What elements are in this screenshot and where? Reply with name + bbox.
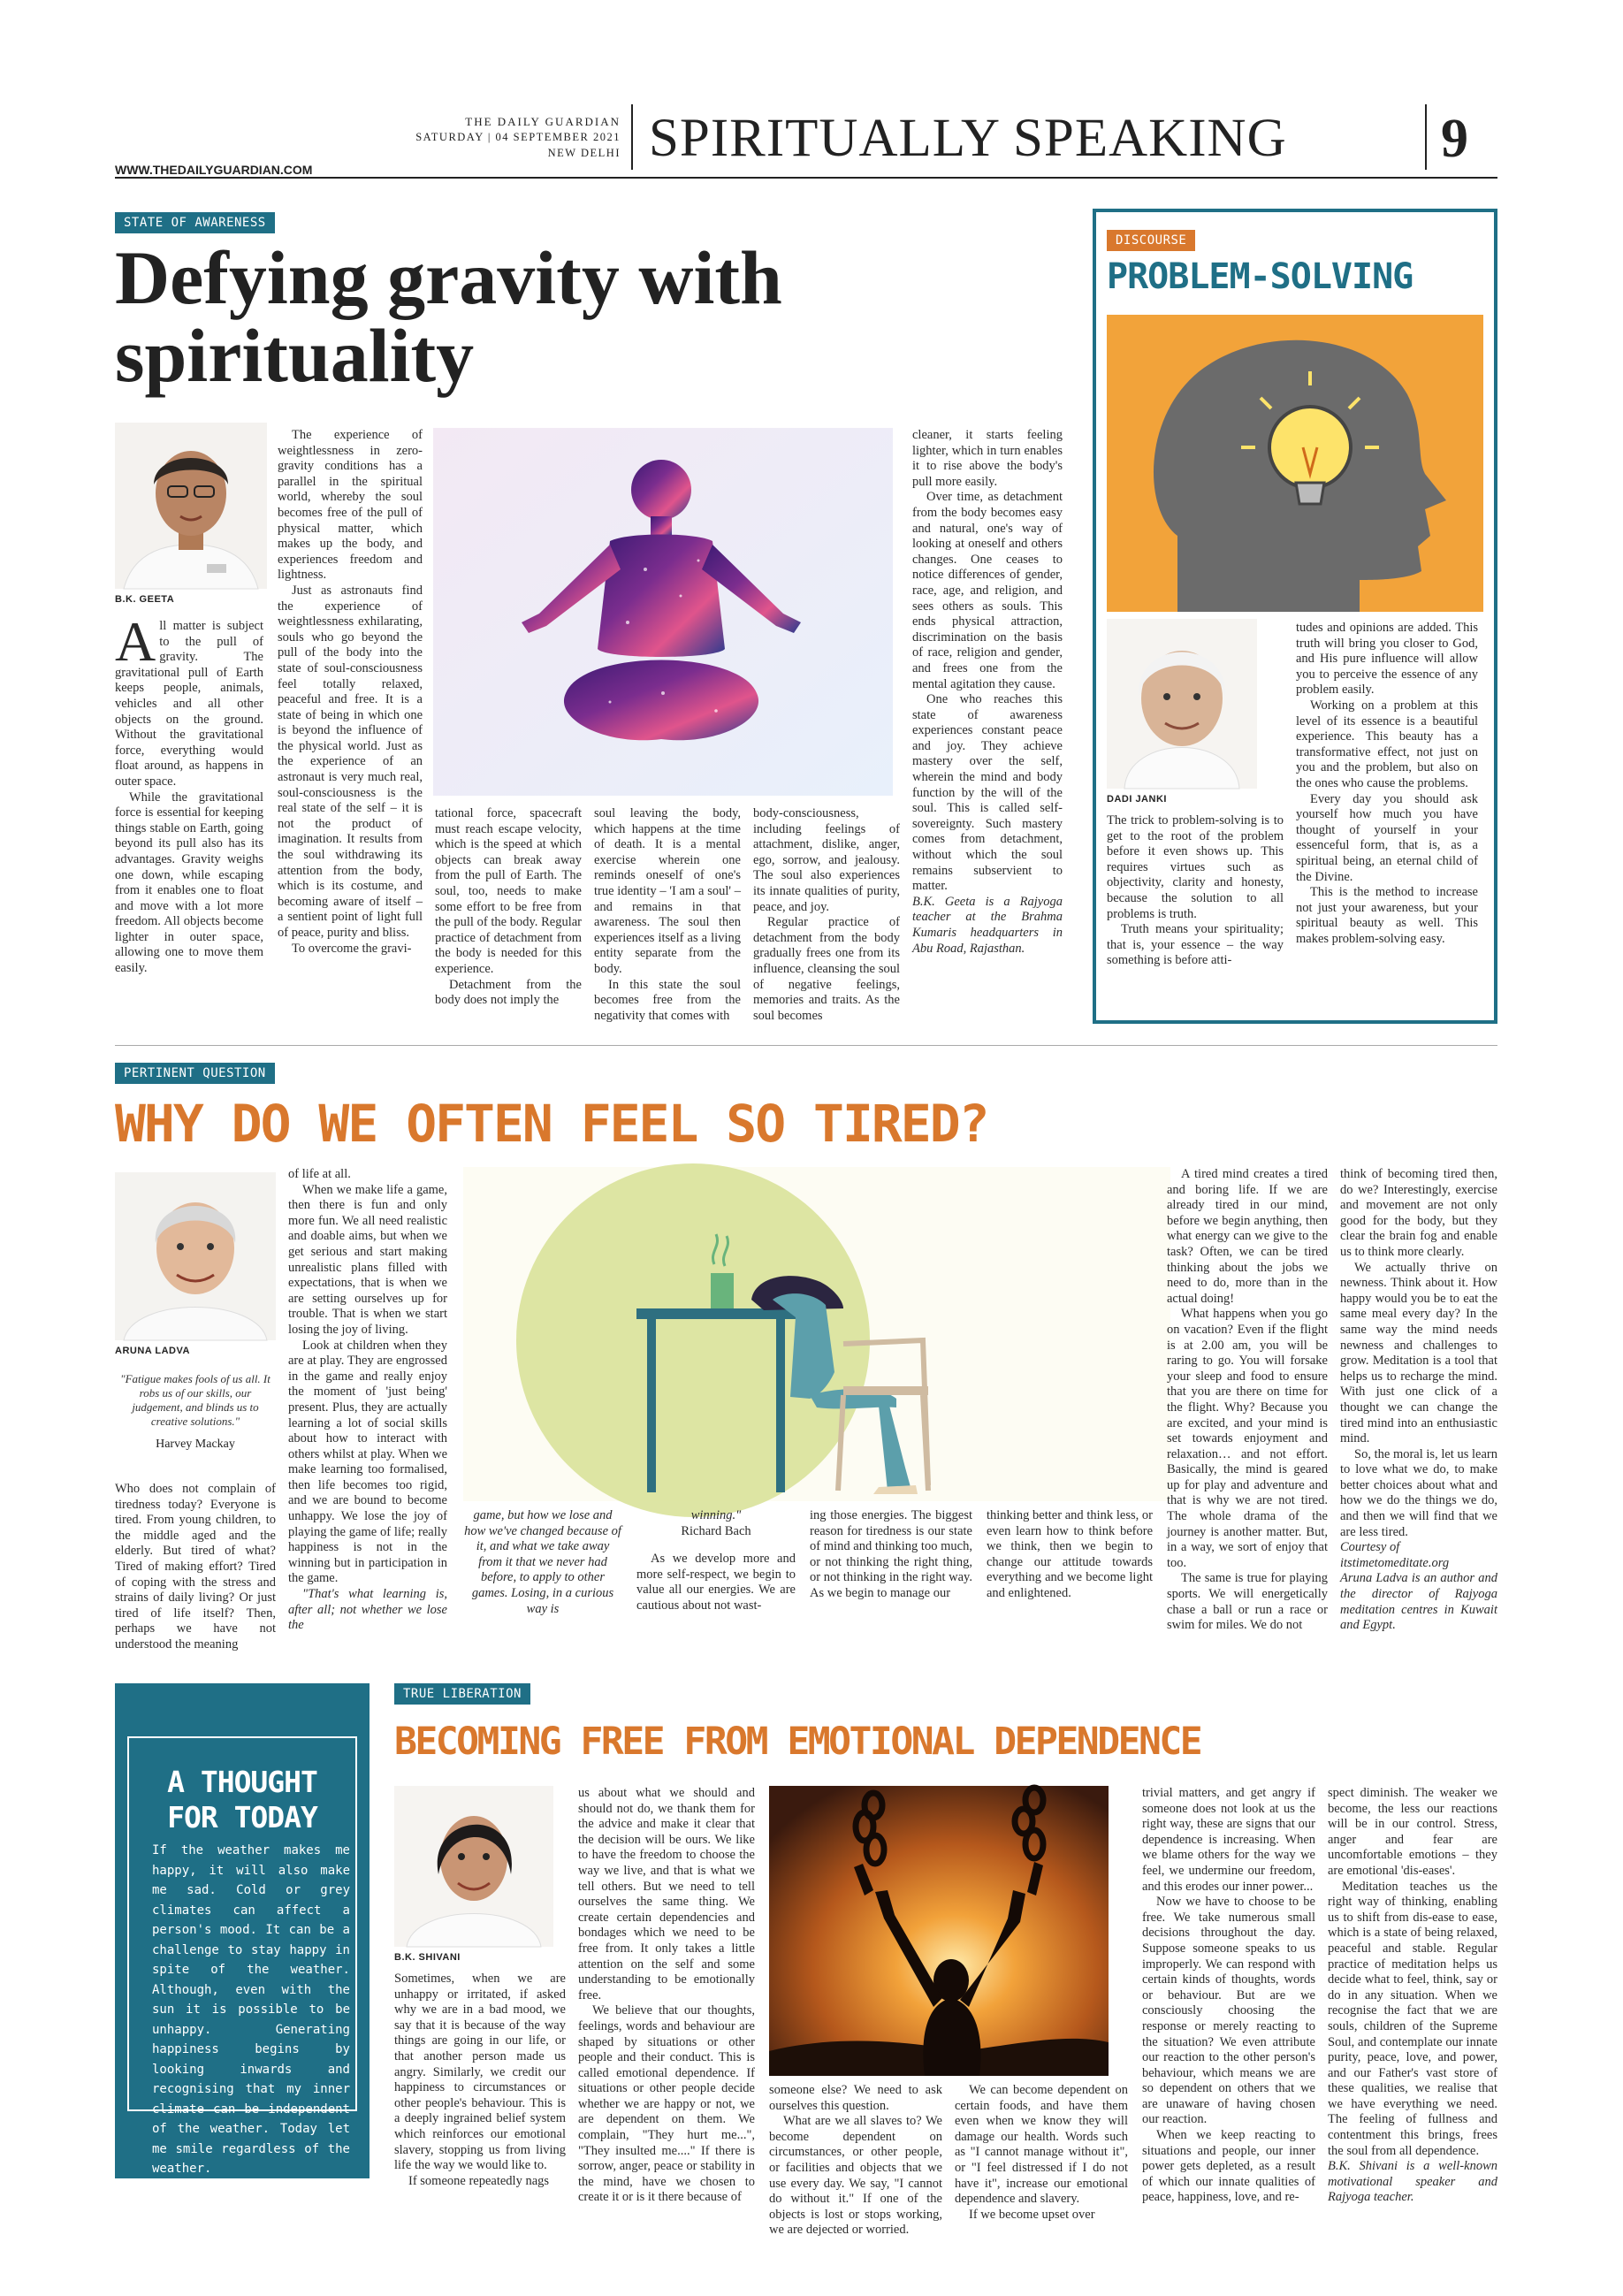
page-number-divider bbox=[1425, 104, 1427, 170]
article3-col6: spect diminish. The weaker we become, the less our reactions will be in our control. Stress, anger and fear are uncomfortable emotions – they are emotional 'dis-eases'. Meditation teaches us the right way of thinking, enabling us to shift from dis-ease to ease, which is a state of being relaxed, peaceful and stable. Regular practice of meditation helps us decide what to feel, think, say or do in any situation. When we recognise the fact that we are souls, children of the Supreme Soul, and contemplate our innate purity, peace, love, and power, and our Father's vast store of these qualities, we realise that we have everything we need. The feeling of fullness and contentment this brings, frees the soul from all dependence. B.K. Shivani is a well-known motivational speaker and Rajyoga teacher. bbox=[1328, 1786, 1497, 2205]
article2-poem-col1: game, but how we lose and how we've changed because of it, and what we take away from it that we never had before, to apply to other games. Losing, in a curious way is bbox=[464, 1508, 621, 1616]
article3-col5: trivial matters, and get angry if someone does not look at us the right way, these are signs that our dependence is increasing. When we blame others for the way we feel, we undermine our freedom, and this erodes our inner power... Now we have to choose to be free. We take numerous small decisions throughout the day. Suppose someone speaks to us improperly. We can respond with certain kinds of thoughts, words or behaviour. But are we consciously choosing the response or merely reacting to the situation? We even attribute our reaction to the other person's behaviour, which means we are so dependent on others that we are unaware of having chosen our reaction. When we keep reacting to situations and people, our inner power gets depleted, as a result of which our innate qualities of peace, happiness, love, and re- bbox=[1142, 1786, 1315, 2205]
masthead-divider bbox=[631, 104, 633, 170]
article2-col1: Who does not complain of tiredness today? Everyone is tired. From young children, to the middle aged and the elderly. But tired of what? Tired of making effort? Tired of coping with the stress and strains of daily living? Or just tired of life itself? Then, perhaps we have not understood the meaning bbox=[115, 1482, 276, 1651]
broken-chains-photo bbox=[769, 1786, 1109, 2076]
article3-tag: TRUE LIBERATION bbox=[394, 1683, 530, 1705]
article3-col1: Sometimes, when we are unhappy or irritated, if asked why we are in a bad mood, we say that it is because of the way things are going in our life, or that another person made us angry. Similarly, we credit our happiness to circumstances or other people's behaviour. This is a deeply ingrained belief system which reinforces our emotional slavery, stopping us from living life the way we would like to. If someone repeatedly nags bbox=[394, 1972, 566, 2188]
discourse-col2: tudes and opinions are added. This truth will bring you closer to God, and His pure influence will allow you to perceive the essence of any problem easily. Working on a problem at this level of its essence is a beautiful experience. This beauty has a transformative effect, not just on you and the problem, but also on the ones who cause the problems. Every day you should ask yourself how much you have thought of yourself in your essenceful form, that is, as a spiritual being, an eternal child of the Divine. This is the method to increase not just your awareness, but your spiritual beauty as well. This makes problem-solving easy. bbox=[1296, 621, 1478, 946]
author-photo-geeta bbox=[115, 423, 267, 589]
website[interactable]: WWW.THEDAILYGUARDIAN.COM bbox=[115, 163, 313, 177]
article1-headline-line2: spirituality bbox=[115, 313, 475, 398]
article2-col2: of life at all. When we make life a game, then there is fun and only more fun. We all need realistic and doable aims, but when we get serious and start making unrealistic plans filled with expectations, that is when we are setting ourselves up for trouble. That is when we start losing the joy of living. Look at children when they are at play. They are engrossed in the game and really enjoy the moment of 'just being' present. Plus, they are actually learning a lot of social skills about how to interact with others whilst at play. When we make learning too formalised, then life becomes too rigid, and we are bound to become unhappy. We lose the joy of playing the game of life; really happiness is not in the winning but in participation in the game. "That's what learning is, after all; not whether we lose the bbox=[288, 1167, 447, 1633]
section-title: SPIRITUALLY SPEAKING bbox=[649, 109, 1287, 168]
article1-col1: All matter is subject to the pull of gravity. The gravitational pull of Earth keeps people, animals, vehicles and all other objects on the ground. Without the gravitational force, everything would float around, as happens in outer space. While the gravitational force is essential for keeping things stable on Earth, going beyond its pull also has its advantages. Gravity weighs one down, while escaping from it enables one to float and move with a lot more freedom. All objects become lighter in outer space, allowing one to move them easily. bbox=[115, 610, 263, 976]
discourse-col1: The trick to problem-solving is to get to the root of the problem before it even shows up. This requires virtues such as objectivity, clarity and honesty, because the solution to all problems is truth. Truth means your spirituality; that is, your essence – the way something is before atti- bbox=[1107, 813, 1284, 968]
meditation-illustration bbox=[433, 428, 893, 796]
author-caption-geeta: B.K. GEETA bbox=[115, 594, 175, 605]
article3-col3: someone else? We need to ask ourselves this question. What are we all slaves to? We become dependent on circumstances, or other people, or facilities and objects that we use every day. We say, "I cannot do without it." If one of the objects is lost or stops working, we are dejected or worried. bbox=[769, 2083, 942, 2238]
section-rule-1 bbox=[115, 1045, 1497, 1046]
article2-col5: ing those energies. The biggest reason for tiredness is our state of mind and thinking too much, or not thinking the right thing, or not thinking in the right way. As we begin to manage our bbox=[810, 1508, 972, 1600]
discourse-box bbox=[1093, 209, 1497, 1024]
thought-title-line1: A THOUGHT bbox=[167, 1765, 317, 1799]
thought-title-line2: FOR TODAY bbox=[167, 1800, 317, 1835]
article3-col4: We can become dependent on certain foods, and have them even when we know they will damage our health. Words such as "I cannot manage without it", or "I feel distressed if I do not have it", increase our emotional dependence and slavery. If we become upset over bbox=[955, 2083, 1128, 2222]
masthead bbox=[115, 104, 1494, 177]
thought-title bbox=[115, 1765, 370, 1835]
article1-col3: tational force, spacecraft must reach escape velocity, which is the speed at which objects can break away from the pull of Earth. The soul, too, needs to make some effort to be free from the pull of the body. Regular practice of detachment from the body is needed for this experience. Detachment from the body does not imply the bbox=[435, 806, 582, 1008]
article2-tag: PERTINENT QUESTION bbox=[115, 1063, 275, 1084]
discourse-tag: DISCOURSE bbox=[1107, 230, 1195, 251]
author-caption-aruna: ARUNA LADVA bbox=[115, 1346, 190, 1356]
article1-col5: body-consciousness, including feelings of attachment, dislike, anger, ego, sorrow, and jealousy. The soul also experiences its innate qualities of purity, peace, and joy. Regular practice of detachment from the body gradually frees one from its influence, cleansing the soul of negative feelings, memories and traits. As the soul becomes bbox=[753, 806, 900, 1023]
article1-col4: soul leaving the body, which happens at the time of death. It is a mental exercise wherein one reminds oneself of one's true identity – 'I am a soul' – and remains in that awareness. The soul then experiences itself as a living entity separate from the body. In this state the soul becomes free from the negativity that comes with bbox=[594, 806, 741, 1023]
article1-col6: cleaner, it starts feeling lighter, which in turn enables it to rise above the body's pull more easily. Over time, as detachment from the body becomes easy and natural, one's way of looking at oneself and others changes. One ceases to notice differences of gender, race, age, and religion, and sees others as souls. This ends physical attraction, discrimination on the basis of race, religion and gender, and frees one from the mental agitation they cause. One who reaches this state of awareness experiences constant peace and joy. They achieve mastery over the self, wherein the mind and body function by the will of the soul. This is called self-sovereignty. Such mastery comes from detachment, without which the soul remains subservient to matter. B.K. Geeta is a Rajyoga teacher at the Brahma Kumaris headquarters in Abu Road, Rajasthan. bbox=[912, 428, 1063, 956]
masthead-rule bbox=[115, 177, 1497, 179]
pull-quote-author: Harvey Mackay bbox=[156, 1438, 235, 1451]
tired-woman-illustration bbox=[463, 1167, 1170, 1501]
author-photo-aruna bbox=[115, 1172, 276, 1340]
discourse-headline: PROBLEM-SOLVING bbox=[1107, 256, 1413, 297]
dropcap: A bbox=[115, 610, 156, 673]
author-photo-dadi-janki bbox=[1107, 619, 1257, 789]
article3-col2: us about what we should and should not do, we thank them for the advice and make it clear that the decision will be ours. We like to have the freedom to choose the way we live, and that is what we tell others. But we need to tell ourselves the same thing. We create certain dependencies and bondages which we need to be free from. It only takes a little attention on the self and some understanding to be emotionally free. We believe that our thoughts, feelings, words and behaviour are shaped by situations or other people and their conduct. This is called emotional dependence. If situations or other people decide whether we are happy or not, we are dependent on them. We complain, "They hurt me...", "They insulted me...." If there is sorrow, anger, peace or stability in the mind, have we chosen to create it or is it there because of bbox=[578, 1786, 755, 2205]
paper-name: THE DAILY GUARDIAN bbox=[465, 115, 621, 128]
page-number: 9 bbox=[1441, 109, 1468, 169]
author-photo-shivani bbox=[394, 1786, 553, 1947]
author-caption-dadi-janki: DADI JANKI bbox=[1107, 794, 1167, 805]
article1-headline-line1: Defying gravity with bbox=[115, 235, 782, 320]
article1-tag: STATE OF AWARENESS bbox=[115, 212, 275, 233]
city: NEW DELHI bbox=[547, 147, 621, 159]
article2-poem-col2: winning." Richard Bach As we develop more and more self-respect, we begin to value all our energies. We are cautious about not wast- bbox=[636, 1508, 796, 1613]
article2-col7: A tired mind creates a tired and boring life. If we are already tired in our mind, before we begin anything, then what energy can we give to the task? Often, we can be tired thinking about the jobs we need to do, more than in the actual doing! What happens when you go on vacation? Even if the flight is at 2.00 am, you will be raring to go. You will forsake your sleep and food to ensure that you are there on time for the flight. Why? Because you are excited, and your mind is set towards enjoyment and relaxation… and not effort. Basically, the mind is geared up for play and adventure and that is why we are not tired. The whole drama of the journey is another matter. But, in a way, we sort of enjoy that too. The same is true for playing sports. We will energetically chase a ball or run a race or swim for miles. We do not bbox=[1167, 1167, 1328, 1633]
author-caption-shivani: B.K. SHIVANI bbox=[394, 1952, 461, 1963]
article3-headline: BECOMING FREE FROM EMOTIONAL DEPENDENCE bbox=[394, 1720, 1201, 1764]
article2-headline: WHY DO WE OFTEN FEEL SO TIRED? bbox=[115, 1094, 988, 1154]
pull-quote: "Fatigue makes fools of us all. It robs us of our skills, our judgement, and blinds us to creative solutions." bbox=[120, 1372, 270, 1428]
date-line: SATURDAY | 04 SEPTEMBER 2021 bbox=[415, 131, 621, 143]
article2-col6: thinking better and think less, or even learn how to think before we think, then we begin to change our attitude towards everything and we become light and enlightened. bbox=[987, 1508, 1153, 1600]
article1-col2: The experience of weightlessness in zero-gravity conditions has a parallel in the spiritual world, whereby the soul becomes free of the pull of physical matter, which makes up the body, and experiences freedom and lightness. Just as astronauts find the experience of weightlessness exhilarating, souls who go beyond the pull of the body into the state of soul-consciousness feel totally relaxed, peaceful and free. It is a state of being in which one is beyond the influence of the physical world. Just as the experience of an astronaut is very much real, soul-consciousness is the real state of the self – it is not the product of imagination. It results from the soul withdrawing its attention from the body, which is its costume, and becoming aware of itself – a sentient point of light full of peace, purity and bliss. To overcome the gravi- bbox=[278, 428, 423, 956]
thought-body: If the weather makes me happy, it will also make me sad. Cold or grey climates can affect a person's mood. It can be a challenge to stay happy in spite of the weather. Although, even with the sun it is possible to be unhappy. Generating happiness begins by looking inwards and recognising that my inner climate can be independent of the weather. Today let me smile regardless of the weather. bbox=[152, 1843, 350, 2176]
thought-box bbox=[115, 1683, 370, 2178]
problem-solving-illustration bbox=[1107, 315, 1483, 612]
article1-headline bbox=[115, 235, 782, 398]
article2-col8: think of becoming tired then, do we? Interestingly, exercise and movement are not only good for the body, but they clear the brain fog and enable us to think more clearly. We actually thrive on newness. Think about it. How happy would you be to eat the same meal every day? In the same way the mind needs newness and challenges to grow. Meditation is a tool that helps us to recharge the mind. With just one click of a thought we can change the tired mind into an enthusiastic mind. So, the moral is, let us learn to love what we do, to make better choices about what and how we do the things we do, and then we will find that we are less tired. Courtesy of itstimetomeditate.org Aruna Ladva is an author and the director of Rajyoga meditation centres in Kuwait and Egypt. bbox=[1340, 1167, 1497, 1633]
